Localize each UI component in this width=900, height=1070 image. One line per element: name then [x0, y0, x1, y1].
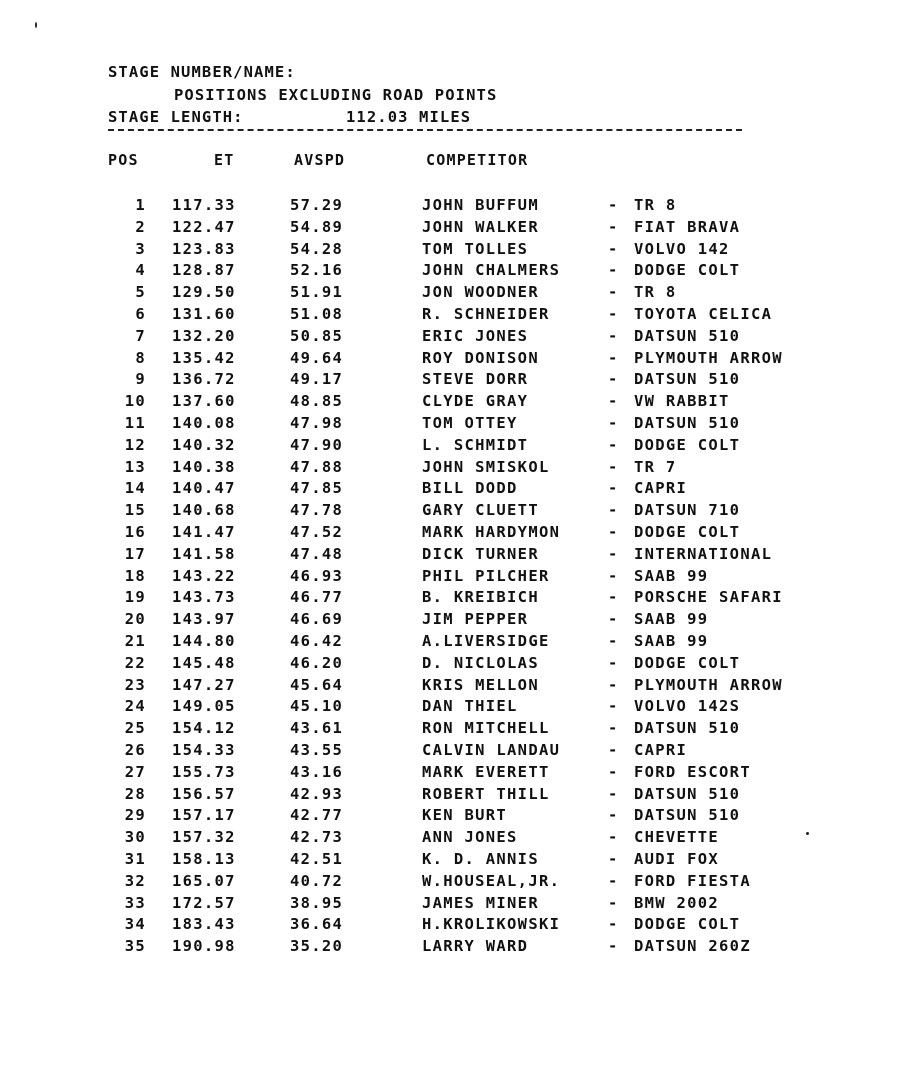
car-model-cell: DATSUN 510 — [634, 326, 741, 345]
competitor-name-cell: JOHN CHALMERS — [422, 261, 561, 280]
position-cell: 18 — [124, 566, 146, 585]
car-model-cell: FORD ESCORT — [634, 762, 751, 781]
competitor-name-cell: BILL DODD — [422, 479, 518, 498]
separator-dash: - — [608, 653, 619, 672]
elapsed-time-cell: 117.33 — [172, 196, 236, 214]
car-model-cell: INTERNATIONAL — [634, 544, 773, 563]
elapsed-time-cell: 144.80 — [172, 631, 236, 650]
average-speed-cell: 54.28 — [290, 239, 344, 258]
table-row — [0, 654, 900, 676]
car-model-cell: DODGE COLT — [634, 435, 741, 454]
competitor-name-cell: DAN THIEL — [422, 697, 518, 716]
position-cell: 19 — [124, 588, 146, 607]
position-cell: 16 — [124, 522, 146, 541]
separator-dash: - — [608, 239, 619, 258]
car-model-cell: PLYMOUTH ARROW — [634, 348, 783, 367]
average-speed-cell: 47.48 — [290, 544, 344, 563]
competitor-name-cell: JON WOODNER — [422, 283, 539, 302]
table-row — [0, 283, 900, 305]
elapsed-time-cell: 154.33 — [172, 740, 236, 759]
average-speed-cell: 46.42 — [290, 631, 344, 650]
car-model-cell: CHEVETTE — [634, 828, 720, 847]
car-model-cell: CAPRI — [634, 479, 688, 498]
table-row — [0, 305, 900, 327]
separator-dash: - — [608, 610, 619, 629]
average-speed-cell: 46.69 — [290, 610, 344, 629]
position-cell: 15 — [124, 501, 146, 520]
elapsed-time-cell: 149.05 — [172, 697, 236, 716]
car-model-cell: TR 8 — [634, 196, 677, 214]
average-speed-cell: 50.85 — [290, 326, 344, 345]
separator-dash: - — [608, 697, 619, 716]
separator-dash: - — [608, 806, 619, 825]
table-row — [0, 327, 900, 349]
position-cell: 11 — [124, 413, 146, 432]
car-model-cell: TOYOTA CELICA — [634, 304, 773, 323]
competitor-name-cell: PHIL PILCHER — [422, 566, 550, 585]
car-model-cell: BMW 2002 — [634, 893, 720, 912]
position-cell: 14 — [124, 479, 146, 498]
average-speed-cell: 47.90 — [290, 435, 344, 454]
competitor-name-cell: KEN BURT — [422, 806, 508, 825]
elapsed-time-cell: 140.32 — [172, 435, 236, 454]
car-model-cell: DATSUN 510 — [634, 784, 741, 803]
elapsed-time-cell: 156.57 — [172, 784, 236, 803]
average-speed-cell: 49.64 — [290, 348, 344, 367]
position-cell: 33 — [124, 893, 146, 912]
average-speed-cell: 45.64 — [290, 675, 344, 694]
elapsed-time-cell: 141.58 — [172, 544, 236, 563]
position-cell: 7 — [135, 326, 146, 345]
separator-dash: - — [608, 893, 619, 912]
average-speed-cell: 45.10 — [290, 697, 344, 716]
competitor-name-cell: JOHN BUFFUM — [422, 196, 539, 214]
elapsed-time-cell: 165.07 — [172, 871, 236, 890]
car-model-cell: PLYMOUTH ARROW — [634, 675, 783, 694]
elapsed-time-cell: 140.47 — [172, 479, 236, 498]
position-cell: 20 — [124, 610, 146, 629]
separator-dash: - — [608, 544, 619, 563]
position-cell: 24 — [124, 697, 146, 716]
elapsed-time-cell: 155.73 — [172, 762, 236, 781]
competitor-name-cell: TOM OTTEY — [422, 413, 518, 432]
separator-dash: - — [608, 261, 619, 280]
table-row — [0, 741, 900, 763]
elapsed-time-cell: 143.73 — [172, 588, 236, 607]
table-row — [0, 719, 900, 741]
separator-dash: - — [608, 370, 619, 389]
position-cell: 10 — [124, 392, 146, 411]
car-model-cell: SAAB 99 — [634, 566, 709, 585]
car-model-cell: DODGE COLT — [634, 261, 741, 280]
separator-dash: - — [608, 828, 619, 847]
car-model-cell: SAAB 99 — [634, 610, 709, 629]
table-row — [0, 828, 900, 850]
column-header-pos: POS — [108, 151, 139, 169]
car-model-cell: VW RABBIT — [634, 392, 730, 411]
elapsed-time-cell: 158.13 — [172, 849, 236, 868]
separator-dash: - — [608, 784, 619, 803]
car-model-cell: CAPRI — [634, 740, 688, 759]
table-row — [0, 632, 900, 654]
car-model-cell: DATSUN 260Z — [634, 937, 751, 956]
elapsed-time-cell: 140.68 — [172, 501, 236, 520]
table-row — [0, 392, 900, 414]
competitor-name-cell: K. D. ANNIS — [422, 849, 539, 868]
table-row — [0, 240, 900, 262]
position-cell: 23 — [124, 675, 146, 694]
table-row — [0, 676, 900, 698]
competitor-name-cell: CALVIN LANDAU — [422, 740, 561, 759]
average-speed-cell: 47.85 — [290, 479, 344, 498]
average-speed-cell: 47.78 — [290, 501, 344, 520]
competitor-name-cell: ROBERT THILL — [422, 784, 550, 803]
position-cell: 22 — [124, 653, 146, 672]
position-cell: 12 — [124, 435, 146, 454]
table-row — [0, 370, 900, 392]
separator-dash: - — [608, 326, 619, 345]
car-model-cell: DODGE COLT — [634, 915, 741, 934]
average-speed-cell: 40.72 — [290, 871, 344, 890]
position-cell: 9 — [135, 370, 146, 389]
table-row — [0, 414, 900, 436]
elapsed-time-cell: 172.57 — [172, 893, 236, 912]
competitor-name-cell: JOHN SMISKOL — [422, 457, 550, 476]
separator-dash: - — [608, 304, 619, 323]
elapsed-time-cell: 137.60 — [172, 392, 236, 411]
elapsed-time-cell: 123.83 — [172, 239, 236, 258]
separator-dash: - — [608, 435, 619, 454]
average-speed-cell: 43.61 — [290, 719, 344, 738]
average-speed-cell: 42.73 — [290, 828, 344, 847]
separator-dash: - — [608, 871, 619, 890]
average-speed-cell: 49.17 — [290, 370, 344, 389]
car-model-cell: DATSUN 510 — [634, 413, 741, 432]
table-row — [0, 261, 900, 283]
elapsed-time-cell: 145.48 — [172, 653, 236, 672]
average-speed-cell: 42.77 — [290, 806, 344, 825]
scan-speck — [35, 22, 37, 28]
elapsed-time-cell: 143.22 — [172, 566, 236, 585]
car-model-cell: VOLVO 142 — [634, 239, 730, 258]
table-row — [0, 218, 900, 240]
competitor-name-cell: KRIS MELLON — [422, 675, 539, 694]
table-row — [0, 763, 900, 785]
car-model-cell: DATSUN 510 — [634, 806, 741, 825]
separator-dash: - — [608, 631, 619, 650]
competitor-name-cell: L. SCHMIDT — [422, 435, 529, 454]
elapsed-time-cell: 157.32 — [172, 828, 236, 847]
table-row — [0, 806, 900, 828]
competitor-name-cell: LARRY WARD — [422, 937, 529, 956]
car-model-cell: FORD FIESTA — [634, 871, 751, 890]
table-row — [0, 349, 900, 371]
results-table — [0, 196, 900, 959]
table-row — [0, 697, 900, 719]
competitor-name-cell: CLYDE GRAY — [422, 392, 529, 411]
stage-length-value: 112.03 MILES — [346, 108, 472, 126]
average-speed-cell: 51.91 — [290, 283, 344, 302]
position-cell: 8 — [135, 348, 146, 367]
competitor-name-cell: D. NICLOLAS — [422, 653, 539, 672]
table-row — [0, 785, 900, 807]
average-speed-cell: 42.51 — [290, 849, 344, 868]
average-speed-cell: 46.20 — [290, 653, 344, 672]
separator-dash: - — [608, 566, 619, 585]
competitor-name-cell: MARK EVERETT — [422, 762, 550, 781]
competitor-name-cell: ROY DONISON — [422, 348, 539, 367]
competitor-name-cell: ANN JONES — [422, 828, 518, 847]
dashed-divider — [108, 129, 742, 131]
column-header-et: ET — [214, 151, 235, 169]
competitor-name-cell: JOHN WALKER — [422, 217, 539, 236]
position-cell: 17 — [124, 544, 146, 563]
average-speed-cell: 46.77 — [290, 588, 344, 607]
separator-dash: - — [608, 392, 619, 411]
separator-dash: - — [608, 283, 619, 302]
position-cell: 28 — [124, 784, 146, 803]
position-cell: 6 — [135, 304, 146, 323]
position-cell: 13 — [124, 457, 146, 476]
table-row — [0, 872, 900, 894]
position-cell: 35 — [124, 937, 146, 956]
car-model-cell: DATSUN 710 — [634, 501, 741, 520]
elapsed-time-cell: 154.12 — [172, 719, 236, 738]
car-model-cell: FIAT BRAVA — [634, 217, 741, 236]
elapsed-time-cell: 135.42 — [172, 348, 236, 367]
position-cell: 1 — [135, 196, 146, 214]
car-model-cell: SAAB 99 — [634, 631, 709, 650]
separator-dash: - — [608, 522, 619, 541]
stage-number-label: STAGE NUMBER/NAME: — [108, 63, 296, 81]
position-cell: 34 — [124, 915, 146, 934]
average-speed-cell: 47.88 — [290, 457, 344, 476]
position-cell: 5 — [135, 283, 146, 302]
separator-dash: - — [608, 501, 619, 520]
car-model-cell: DODGE COLT — [634, 522, 741, 541]
elapsed-time-cell: 140.08 — [172, 413, 236, 432]
average-speed-cell: 38.95 — [290, 893, 344, 912]
car-model-cell: AUDI FOX — [634, 849, 720, 868]
separator-dash: - — [608, 675, 619, 694]
separator-dash: - — [608, 196, 619, 214]
separator-dash: - — [608, 348, 619, 367]
elapsed-time-cell: 128.87 — [172, 261, 236, 280]
competitor-name-cell: TOM TOLLES — [422, 239, 529, 258]
competitor-name-cell: MARK HARDYMON — [422, 522, 561, 541]
elapsed-time-cell: 157.17 — [172, 806, 236, 825]
competitor-name-cell: W.HOUSEAL,JR. — [422, 871, 561, 890]
stage-length-label: STAGE LENGTH: — [108, 108, 244, 126]
competitor-name-cell: RON MITCHELL — [422, 719, 550, 738]
competitor-name-cell: H.KROLIKOWSKI — [422, 915, 561, 934]
competitor-name-cell: DICK TURNER — [422, 544, 539, 563]
separator-dash: - — [608, 479, 619, 498]
table-row — [0, 588, 900, 610]
elapsed-time-cell: 140.38 — [172, 457, 236, 476]
average-speed-cell: 46.93 — [290, 566, 344, 585]
car-model-cell: PORSCHE SAFARI — [634, 588, 783, 607]
elapsed-time-cell: 141.47 — [172, 522, 236, 541]
table-row — [0, 937, 900, 959]
competitor-name-cell: R. SCHNEIDER — [422, 304, 550, 323]
positions-label: POSITIONS EXCLUDING ROAD POINTS — [174, 86, 498, 104]
competitor-name-cell: JIM PEPPER — [422, 610, 529, 629]
car-model-cell: DATSUN 510 — [634, 719, 741, 738]
separator-dash: - — [608, 457, 619, 476]
table-row — [0, 458, 900, 480]
elapsed-time-cell: 190.98 — [172, 937, 236, 956]
car-model-cell: TR 7 — [634, 457, 677, 476]
car-model-cell: DATSUN 510 — [634, 370, 741, 389]
car-model-cell: TR 8 — [634, 283, 677, 302]
competitor-name-cell: ERIC JONES — [422, 326, 529, 345]
elapsed-time-cell: 143.97 — [172, 610, 236, 629]
average-speed-cell: 36.64 — [290, 915, 344, 934]
separator-dash: - — [608, 588, 619, 607]
competitor-name-cell: B. KREIBICH — [422, 588, 539, 607]
table-row — [0, 196, 900, 218]
elapsed-time-cell: 129.50 — [172, 283, 236, 302]
position-cell: 27 — [124, 762, 146, 781]
table-row — [0, 567, 900, 589]
table-row — [0, 850, 900, 872]
table-row — [0, 545, 900, 567]
scan-speck — [806, 832, 809, 835]
car-model-cell: DODGE COLT — [634, 653, 741, 672]
column-header-competitor: COMPETITOR — [426, 151, 529, 169]
separator-dash: - — [608, 915, 619, 934]
average-speed-cell: 54.89 — [290, 217, 344, 236]
competitor-name-cell: STEVE DORR — [422, 370, 529, 389]
table-row — [0, 479, 900, 501]
position-cell: 2 — [135, 217, 146, 236]
elapsed-time-cell: 136.72 — [172, 370, 236, 389]
separator-dash: - — [608, 719, 619, 738]
separator-dash: - — [608, 413, 619, 432]
elapsed-time-cell: 122.47 — [172, 217, 236, 236]
average-speed-cell: 47.98 — [290, 413, 344, 432]
column-header-avspd: AVSPD — [294, 151, 346, 169]
average-speed-cell: 52.16 — [290, 261, 344, 280]
average-speed-cell: 35.20 — [290, 937, 344, 956]
elapsed-time-cell: 131.60 — [172, 304, 236, 323]
table-row — [0, 915, 900, 937]
elapsed-time-cell: 183.43 — [172, 915, 236, 934]
average-speed-cell: 43.55 — [290, 740, 344, 759]
position-cell: 26 — [124, 740, 146, 759]
competitor-name-cell: GARY CLUETT — [422, 501, 539, 520]
average-speed-cell: 57.29 — [290, 196, 344, 214]
average-speed-cell: 48.85 — [290, 392, 344, 411]
table-row — [0, 501, 900, 523]
separator-dash: - — [608, 937, 619, 956]
position-cell: 32 — [124, 871, 146, 890]
average-speed-cell: 43.16 — [290, 762, 344, 781]
separator-dash: - — [608, 849, 619, 868]
separator-dash: - — [608, 762, 619, 781]
position-cell: 29 — [124, 806, 146, 825]
elapsed-time-cell: 132.20 — [172, 326, 236, 345]
table-row — [0, 436, 900, 458]
competitor-name-cell: JAMES MINER — [422, 893, 539, 912]
elapsed-time-cell: 147.27 — [172, 675, 236, 694]
separator-dash: - — [608, 740, 619, 759]
position-cell: 25 — [124, 719, 146, 738]
position-cell: 3 — [135, 239, 146, 258]
separator-dash: - — [608, 217, 619, 236]
average-speed-cell: 42.93 — [290, 784, 344, 803]
table-row — [0, 523, 900, 545]
position-cell: 31 — [124, 849, 146, 868]
table-row — [0, 894, 900, 916]
table-row — [0, 610, 900, 632]
competitor-name-cell: A.LIVERSIDGE — [422, 631, 550, 650]
position-cell: 30 — [124, 828, 146, 847]
position-cell: 21 — [124, 631, 146, 650]
average-speed-cell: 47.52 — [290, 522, 344, 541]
car-model-cell: VOLVO 142S — [634, 697, 741, 716]
position-cell: 4 — [135, 261, 146, 280]
average-speed-cell: 51.08 — [290, 304, 344, 323]
